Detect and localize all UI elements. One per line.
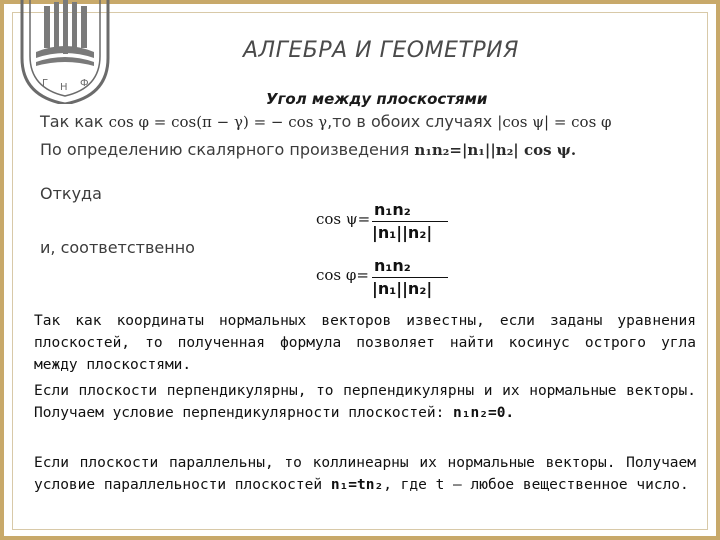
formula2-numerator: n₁n₂ <box>374 256 411 275</box>
formula1-lhs: cos ψ= <box>316 210 371 228</box>
formula1-numerator: n₁n₂ <box>374 200 411 219</box>
paragraph-1: Так как координаты нормальных векторов известны, если заданы уравнения плоскостей, то полученная формула позволяет найти косинус острого угла между плоскостями. <box>34 313 696 373</box>
text-sootvetstvenno: и, соответственно <box>40 238 195 257</box>
formula2-fraction-bar <box>372 277 448 278</box>
line1-formula: cos φ = cos(π − γ) = − cos γ <box>108 113 328 131</box>
paragraph-3-tail: , где t – любое вещественное число. <box>383 477 689 493</box>
paragraph-2-formula: n₁n₂=0. <box>453 405 515 421</box>
line1-formula2: |cos ψ| = cos φ <box>497 113 612 131</box>
formula1-fraction-bar <box>372 221 448 222</box>
paragraph-3-formula: n₁=tn₂ <box>330 477 384 493</box>
text-otkuda: Откуда <box>40 184 102 203</box>
line2-formula: n₁n₂=|n₁||n₂| cos ψ. <box>414 141 577 159</box>
formula-cos-phi <box>316 256 456 302</box>
line2-prefix: По определению скалярного произведения <box>40 140 410 159</box>
formula2-lhs: cos φ= <box>316 266 369 284</box>
university-logo <box>10 0 120 104</box>
formula1-denominator: |n₁||n₂| <box>372 223 433 242</box>
line1-mid: ,то в обоих случаях <box>327 112 493 131</box>
svg-text:Н: Н <box>60 82 68 93</box>
line1-prefix: Так как <box>40 112 104 131</box>
formula2-denominator: |n₁||n₂| <box>372 279 433 298</box>
paragraph-2-text: Если плоскости перпендикулярны, то перпендикулярны и их нормальные векторы. Получаем условие перпендикулярности плоскостей: <box>34 383 696 421</box>
paragraph-3 <box>34 452 696 496</box>
paragraph-3-text: Если плоскости параллельны, то коллинеарны их нормальные векторы. Получаем условие параллельности плоскостей <box>34 455 696 493</box>
svg-text:Г: Г <box>42 78 49 89</box>
paragraph-2 <box>34 380 696 424</box>
text-line-2 <box>40 140 576 159</box>
svg-text:Ф: Ф <box>80 78 89 89</box>
page-title: АЛГЕБРА И ГЕОМЕТРИЯ <box>243 38 519 63</box>
slide-subtitle: Угол между плоскостями <box>266 90 488 108</box>
text-line-1 <box>40 112 612 131</box>
formula-cos-psi <box>316 200 456 246</box>
